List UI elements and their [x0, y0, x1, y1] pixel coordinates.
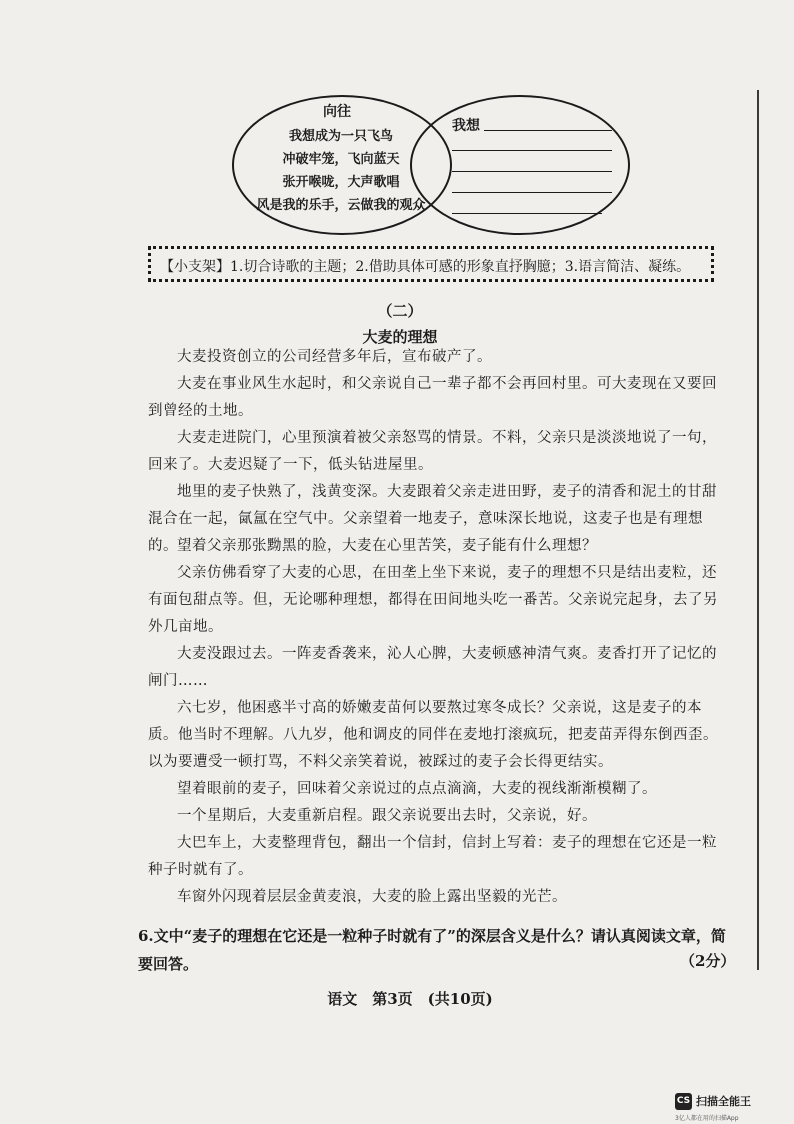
page-footer: 语文 第3页 (共10页): [327, 990, 493, 1008]
poem-line: 风是我的乐手，云做我的观众: [256, 198, 426, 213]
answer-blank[interactable]: [452, 171, 612, 172]
scanner-tagline: 3亿人都在用的扫描App: [675, 1115, 739, 1122]
story-paragraph: 一个星期后，大麦重新启程。跟父亲说要出去时，父亲说，好。: [177, 808, 597, 824]
poem-line: 冲破牢笼，飞向蓝天: [282, 152, 400, 167]
answer-ellipse: [410, 95, 630, 235]
poem-line: 我想成为一只飞鸟: [288, 129, 393, 144]
answer-blank[interactable]: [484, 130, 612, 131]
story-paragraph: 地里的麦子快熟了，浅黄变深。大麦跟着父亲走进田野，麦子的清香和泥土的甘甜混合在一起，氤氲在空气中。父亲望着一地麦子，意味深长地说，这麦子也是有理想的。: [148, 484, 717, 554]
scanner-app-name: 扫描全能王: [696, 1095, 751, 1108]
poem-line: 张开喉咙，大声歌唱: [282, 175, 400, 190]
story-paragraph: 望着父亲那张黝黑的脸，大麦在心里苦笑，麦子能有什么理想？: [177, 538, 597, 554]
scanner-logo-icon: CS: [675, 1093, 692, 1110]
story-title: 大麦的理想: [362, 328, 438, 346]
answer-blank[interactable]: [452, 213, 602, 214]
story-paragraph: 大麦没跟过去。一阵麦香袭来，沁人心脾，大麦顿感神清气爽。麦香打开了记忆的闸门……: [148, 646, 717, 689]
tip-text: 【小支架】1.切合诗歌的主题；2.借助具体可感的形象直抒胸臆；3.语言简洁、凝练。: [160, 259, 691, 275]
answer-blank[interactable]: [452, 192, 612, 193]
story-paragraph: 大巴车上，大麦整理背包，翻出一个信封，信封上写着：麦子的理想在它还是一粒种子时就有了。: [148, 835, 717, 878]
answer-blank[interactable]: [452, 150, 612, 151]
story-paragraph: 六七岁，他困惑半寸高的娇嫩麦苗何以要熬过寒冬成长？父亲说，这是麦子的本质。他当时不理解。八九岁，他和调皮的同伴在麦地打滚疯玩，把麦苗弄得东倒西歪。以为要遭受一顿打骂，不料父亲笑着说，被踩过的麦子会长得更结实。: [148, 700, 718, 770]
margin-rule: [757, 90, 759, 970]
story-paragraph: 大麦走进院门，心里预演着被父亲怒骂的情景。不料，父亲只是淡淡地说了一句，回来了。大麦迟疑了一下，低头钻进屋里。: [148, 430, 717, 473]
story-paragraph: 大麦投资创立的公司经营多年后，宣布破产了。: [177, 349, 492, 365]
section-number: （二）: [377, 302, 423, 320]
question-6: 6.文中“麦子的理想在它还是一粒种子时就有了”的深层含义是什么？请认真阅读文章，简要回答。: [138, 927, 726, 973]
story-paragraph: 望着眼前的麦子，回味着父亲说过的点点滴滴，大麦的视线渐渐模糊了。: [177, 781, 657, 797]
poem-title: 向往: [323, 104, 351, 120]
story-paragraph: 大麦在事业风生水起时，和父亲说自己一辈子都不会再回村里。可大麦现在又要回到曾经的土地。: [148, 376, 717, 419]
question-score: （2分）: [680, 952, 736, 970]
write-label: 我想: [452, 118, 480, 134]
poem-body: [246, 125, 436, 217]
story-paragraph: 车窗外闪现着层层金黄麦浪，大麦的脸上露出坚毅的光芒。: [177, 889, 567, 905]
story-paragraph: 父亲仿佛看穿了大麦的心思，在田垄上坐下来说，麦子的理想不只是结出麦粒，还有面包甜点等。但，无论哪种理想，都得在田间地头吃一番苦。父亲说完起身，去了另外几亩地。: [148, 565, 718, 635]
